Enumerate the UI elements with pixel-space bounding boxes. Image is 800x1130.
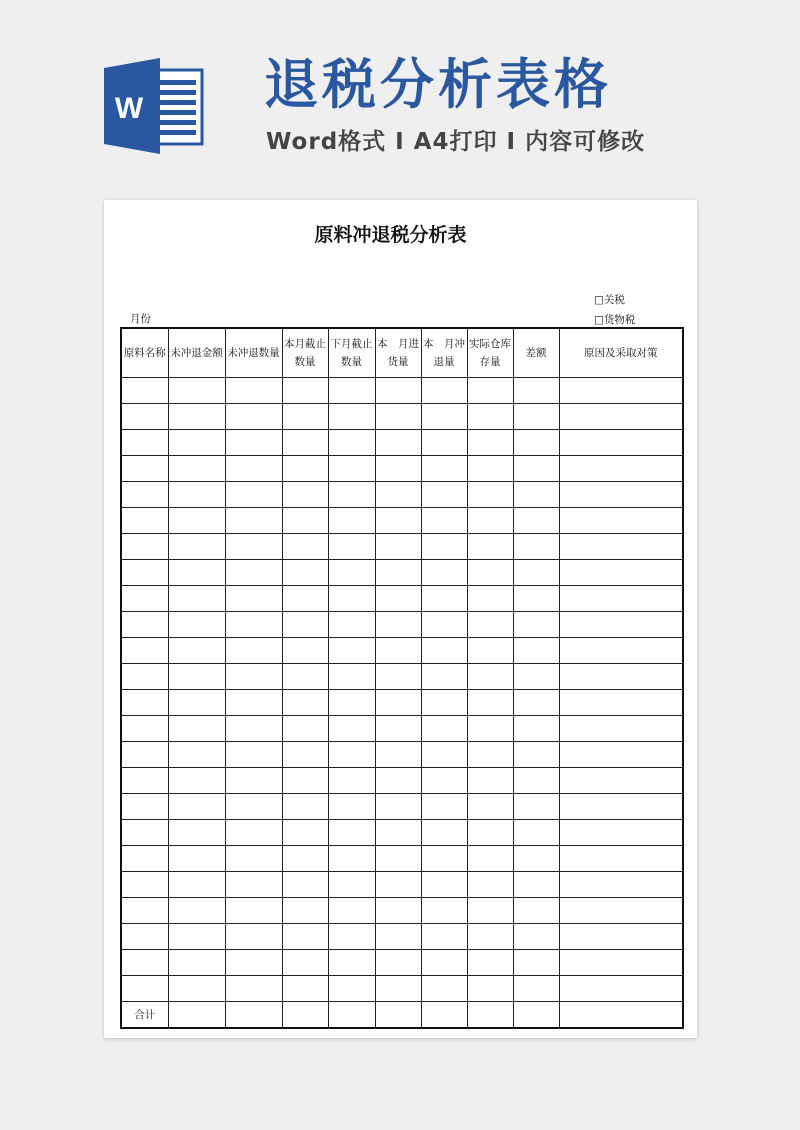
table-cell[interactable] xyxy=(421,560,467,586)
table-cell[interactable] xyxy=(168,924,225,950)
table-cell[interactable] xyxy=(225,742,282,768)
table-cell[interactable] xyxy=(328,456,375,482)
table-cell[interactable] xyxy=(559,664,683,690)
table-cell[interactable] xyxy=(421,404,467,430)
table-cell[interactable] xyxy=(559,1002,683,1029)
table-cell[interactable] xyxy=(282,586,328,612)
table-cell[interactable] xyxy=(467,664,513,690)
table-cell[interactable] xyxy=(421,794,467,820)
table-cell[interactable] xyxy=(282,1002,328,1029)
banner-title: 退税分析表格 xyxy=(264,53,612,116)
table-cell[interactable] xyxy=(328,534,375,560)
table-cell[interactable] xyxy=(225,482,282,508)
table-cell[interactable] xyxy=(513,508,559,534)
table-cell[interactable] xyxy=(421,924,467,950)
table-row xyxy=(121,612,683,638)
table-cell[interactable] xyxy=(375,742,421,768)
banner-subtitle: Word格式 I A4打印 I 内容可修改 xyxy=(266,129,646,155)
table-row xyxy=(121,560,683,586)
table-cell[interactable] xyxy=(168,950,225,976)
table-cell[interactable] xyxy=(168,794,225,820)
table-cell[interactable] xyxy=(559,976,683,1002)
table-cell[interactable] xyxy=(328,976,375,1002)
table-cell[interactable] xyxy=(513,482,559,508)
table-cell[interactable] xyxy=(421,820,467,846)
table-cell[interactable] xyxy=(421,716,467,742)
table-cell[interactable] xyxy=(328,612,375,638)
table-cell[interactable] xyxy=(225,924,282,950)
table-cell[interactable] xyxy=(513,404,559,430)
table-cell[interactable] xyxy=(121,664,168,690)
table-cell[interactable] xyxy=(467,378,513,404)
table-cell[interactable] xyxy=(328,378,375,404)
table-cell[interactable] xyxy=(328,742,375,768)
table-cell[interactable] xyxy=(168,404,225,430)
table-cell[interactable] xyxy=(559,404,683,430)
table-cell[interactable] xyxy=(328,846,375,872)
table-cell[interactable] xyxy=(282,898,328,924)
table-cell[interactable] xyxy=(121,534,168,560)
tax-option-customs[interactable]: □关税 xyxy=(594,294,625,306)
table-cell[interactable] xyxy=(121,430,168,456)
table-cell[interactable] xyxy=(559,924,683,950)
table-cell[interactable] xyxy=(225,534,282,560)
table-cell[interactable] xyxy=(121,404,168,430)
table-cell[interactable] xyxy=(421,508,467,534)
table-cell[interactable] xyxy=(559,794,683,820)
table-cell[interactable] xyxy=(282,768,328,794)
analysis-table xyxy=(120,327,684,1029)
table-cell[interactable] xyxy=(467,794,513,820)
table-row xyxy=(121,508,683,534)
table-cell[interactable] xyxy=(121,612,168,638)
table-cell[interactable] xyxy=(225,794,282,820)
table-cell[interactable] xyxy=(559,534,683,560)
total-label[interactable]: 合计 xyxy=(121,1002,168,1029)
table-row xyxy=(121,976,683,1002)
table-cell[interactable] xyxy=(121,716,168,742)
table-cell[interactable] xyxy=(168,820,225,846)
column-header: 实际仓库存量 xyxy=(467,328,513,378)
table-row xyxy=(121,534,683,560)
table-cell[interactable] xyxy=(559,846,683,872)
table-cell[interactable] xyxy=(121,794,168,820)
table-cell[interactable] xyxy=(559,872,683,898)
table-row xyxy=(121,742,683,768)
table-cell[interactable] xyxy=(421,638,467,664)
table-cell[interactable] xyxy=(513,950,559,976)
table-cell[interactable] xyxy=(225,404,282,430)
table-cell[interactable] xyxy=(328,898,375,924)
table-cell[interactable] xyxy=(375,1002,421,1029)
table-cell[interactable] xyxy=(559,560,683,586)
table-cell[interactable] xyxy=(225,508,282,534)
table-cell[interactable] xyxy=(559,612,683,638)
table-cell[interactable] xyxy=(168,586,225,612)
table-cell[interactable] xyxy=(467,1002,513,1029)
table-cell[interactable] xyxy=(513,716,559,742)
table-cell[interactable] xyxy=(421,950,467,976)
table-cell[interactable] xyxy=(282,430,328,456)
table-cell[interactable] xyxy=(282,976,328,1002)
table-row xyxy=(121,430,683,456)
table-cell[interactable] xyxy=(121,482,168,508)
table-cell[interactable] xyxy=(282,950,328,976)
table-cell[interactable] xyxy=(421,742,467,768)
table-cell[interactable] xyxy=(168,378,225,404)
table-cell[interactable] xyxy=(168,976,225,1002)
table-cell[interactable] xyxy=(168,898,225,924)
table-cell[interactable] xyxy=(559,508,683,534)
table-cell[interactable] xyxy=(559,586,683,612)
table-cell[interactable] xyxy=(225,872,282,898)
table-cell[interactable] xyxy=(282,690,328,716)
table-cell[interactable] xyxy=(121,950,168,976)
table-row xyxy=(121,456,683,482)
table-cell[interactable] xyxy=(559,378,683,404)
table-cell[interactable] xyxy=(282,794,328,820)
table-cell[interactable] xyxy=(375,716,421,742)
table-cell[interactable] xyxy=(421,586,467,612)
table-cell[interactable] xyxy=(559,430,683,456)
table-cell[interactable] xyxy=(559,742,683,768)
table-row xyxy=(121,898,683,924)
table-cell[interactable] xyxy=(121,586,168,612)
table-cell[interactable] xyxy=(168,690,225,716)
table-cell[interactable] xyxy=(421,664,467,690)
table-cell[interactable] xyxy=(168,872,225,898)
table-cell[interactable] xyxy=(328,586,375,612)
table-cell[interactable] xyxy=(168,456,225,482)
table-cell[interactable] xyxy=(282,378,328,404)
table-cell[interactable] xyxy=(559,768,683,794)
tax-option-goods[interactable]: □货物税 xyxy=(594,314,636,326)
table-cell[interactable] xyxy=(225,950,282,976)
table-cell[interactable] xyxy=(467,742,513,768)
table-cell[interactable] xyxy=(513,638,559,664)
table-cell[interactable] xyxy=(513,378,559,404)
document-page xyxy=(104,200,697,1038)
table-cell[interactable] xyxy=(375,560,421,586)
table-cell[interactable] xyxy=(467,976,513,1002)
column-header: 原料名称 xyxy=(121,328,168,378)
column-header: 本月截止数量 xyxy=(282,328,328,378)
table-cell[interactable] xyxy=(421,872,467,898)
table-cell[interactable] xyxy=(375,638,421,664)
table-row xyxy=(121,638,683,664)
table-cell[interactable] xyxy=(467,924,513,950)
table-cell[interactable] xyxy=(328,716,375,742)
column-header: 未冲退金额 xyxy=(168,328,225,378)
table-cell[interactable] xyxy=(121,924,168,950)
table-cell[interactable] xyxy=(168,508,225,534)
table-cell[interactable] xyxy=(467,612,513,638)
table-cell[interactable] xyxy=(121,898,168,924)
table-cell[interactable] xyxy=(328,430,375,456)
table-cell[interactable] xyxy=(375,924,421,950)
table-cell[interactable] xyxy=(328,508,375,534)
table-cell[interactable] xyxy=(328,560,375,586)
table-cell[interactable] xyxy=(121,508,168,534)
table-cell[interactable] xyxy=(328,924,375,950)
table-cell[interactable] xyxy=(421,768,467,794)
table-cell[interactable] xyxy=(225,976,282,1002)
table-cell[interactable] xyxy=(328,820,375,846)
table-cell[interactable] xyxy=(513,1002,559,1029)
month-label: 月份 xyxy=(130,313,151,325)
table-cell[interactable] xyxy=(168,742,225,768)
table-row xyxy=(121,378,683,404)
table-cell[interactable] xyxy=(225,820,282,846)
table-cell[interactable] xyxy=(513,456,559,482)
table-cell[interactable] xyxy=(328,482,375,508)
table-cell[interactable] xyxy=(282,560,328,586)
table-row xyxy=(121,794,683,820)
table-cell[interactable] xyxy=(513,846,559,872)
table-cell[interactable] xyxy=(375,664,421,690)
table-cell[interactable] xyxy=(121,976,168,1002)
table-cell[interactable] xyxy=(225,560,282,586)
table-cell[interactable] xyxy=(559,898,683,924)
table-cell[interactable] xyxy=(513,976,559,1002)
table-cell[interactable] xyxy=(421,378,467,404)
table-cell[interactable] xyxy=(467,482,513,508)
table-cell[interactable] xyxy=(467,508,513,534)
table-cell[interactable] xyxy=(375,482,421,508)
table-cell[interactable] xyxy=(421,612,467,638)
table-cell[interactable] xyxy=(328,794,375,820)
table-cell[interactable] xyxy=(282,846,328,872)
table-cell[interactable] xyxy=(513,742,559,768)
table-cell[interactable] xyxy=(328,664,375,690)
table-row xyxy=(121,716,683,742)
column-header: 本 月冲退量 xyxy=(421,328,467,378)
table-cell[interactable] xyxy=(421,976,467,1002)
table-row xyxy=(121,586,683,612)
table-cell[interactable] xyxy=(328,950,375,976)
table-cell[interactable] xyxy=(513,898,559,924)
table-cell[interactable] xyxy=(328,690,375,716)
table-cell[interactable] xyxy=(467,560,513,586)
table-cell[interactable] xyxy=(282,612,328,638)
table-cell[interactable] xyxy=(421,1002,467,1029)
table-cell[interactable] xyxy=(225,768,282,794)
table-cell[interactable] xyxy=(225,456,282,482)
table-row xyxy=(121,820,683,846)
table-cell[interactable] xyxy=(225,716,282,742)
table-cell[interactable] xyxy=(328,1002,375,1029)
table-cell[interactable] xyxy=(282,482,328,508)
table-cell[interactable] xyxy=(282,924,328,950)
table-cell[interactable] xyxy=(168,716,225,742)
table-cell[interactable] xyxy=(375,430,421,456)
table-cell[interactable] xyxy=(168,768,225,794)
table-cell[interactable] xyxy=(225,378,282,404)
table-cell[interactable] xyxy=(559,820,683,846)
table-cell[interactable] xyxy=(282,404,328,430)
table-cell[interactable] xyxy=(375,404,421,430)
table-cell[interactable] xyxy=(513,872,559,898)
table-cell[interactable] xyxy=(168,534,225,560)
table-cell[interactable] xyxy=(421,482,467,508)
table-cell[interactable] xyxy=(467,950,513,976)
table-cell[interactable] xyxy=(375,508,421,534)
table-cell[interactable] xyxy=(421,534,467,560)
table-cell[interactable] xyxy=(282,534,328,560)
column-header: 下月截止数量 xyxy=(328,328,375,378)
table-cell[interactable] xyxy=(513,924,559,950)
table-cell[interactable] xyxy=(467,716,513,742)
table-cell[interactable] xyxy=(282,742,328,768)
table-cell[interactable] xyxy=(513,534,559,560)
table-cell[interactable] xyxy=(421,898,467,924)
table-cell[interactable] xyxy=(375,820,421,846)
table-row xyxy=(121,690,683,716)
table-cell[interactable] xyxy=(121,456,168,482)
table-cell[interactable] xyxy=(375,586,421,612)
table-cell[interactable] xyxy=(121,846,168,872)
table-cell[interactable] xyxy=(467,768,513,794)
table-cell[interactable] xyxy=(375,456,421,482)
table-cell[interactable] xyxy=(121,690,168,716)
table-cell[interactable] xyxy=(328,872,375,898)
table-cell[interactable] xyxy=(467,534,513,560)
table-cell[interactable] xyxy=(513,768,559,794)
table-cell[interactable] xyxy=(375,976,421,1002)
table-cell[interactable] xyxy=(225,1002,282,1029)
table-cell[interactable] xyxy=(328,638,375,664)
table-cell[interactable] xyxy=(467,586,513,612)
table-cell[interactable] xyxy=(225,586,282,612)
document-title: 原料冲退税分析表 xyxy=(314,224,467,246)
word-logo-icon xyxy=(104,58,204,154)
table-cell[interactable] xyxy=(168,846,225,872)
table-cell[interactable] xyxy=(225,898,282,924)
table-cell[interactable] xyxy=(421,456,467,482)
table-cell[interactable] xyxy=(282,716,328,742)
table-cell[interactable] xyxy=(168,482,225,508)
table-cell[interactable] xyxy=(513,586,559,612)
table-cell[interactable] xyxy=(168,430,225,456)
table-cell[interactable] xyxy=(513,560,559,586)
table-cell[interactable] xyxy=(282,638,328,664)
table-cell[interactable] xyxy=(375,768,421,794)
total-row xyxy=(121,1002,683,1029)
table-row xyxy=(121,872,683,898)
column-header: 差额 xyxy=(513,328,559,378)
table-row xyxy=(121,482,683,508)
table-cell[interactable] xyxy=(225,846,282,872)
table-cell[interactable] xyxy=(513,794,559,820)
table-cell[interactable] xyxy=(282,456,328,482)
table-cell[interactable] xyxy=(282,664,328,690)
table-cell[interactable] xyxy=(121,560,168,586)
table-cell[interactable] xyxy=(559,638,683,664)
table-cell[interactable] xyxy=(421,690,467,716)
table-cell[interactable] xyxy=(375,794,421,820)
table-cell[interactable] xyxy=(375,872,421,898)
table-row xyxy=(121,404,683,430)
table-cell[interactable] xyxy=(559,690,683,716)
table-cell[interactable] xyxy=(559,456,683,482)
table-cell[interactable] xyxy=(225,638,282,664)
table-cell[interactable] xyxy=(375,846,421,872)
table-cell[interactable] xyxy=(467,456,513,482)
table-cell[interactable] xyxy=(375,898,421,924)
table-cell[interactable] xyxy=(559,950,683,976)
table-cell[interactable] xyxy=(559,716,683,742)
table-row xyxy=(121,768,683,794)
table-cell[interactable] xyxy=(421,846,467,872)
table-cell[interactable] xyxy=(121,872,168,898)
table-cell[interactable] xyxy=(513,690,559,716)
table-cell[interactable] xyxy=(467,846,513,872)
table-cell[interactable] xyxy=(467,898,513,924)
table-cell[interactable] xyxy=(328,768,375,794)
table-cell[interactable] xyxy=(467,638,513,664)
table-cell[interactable] xyxy=(121,638,168,664)
table-cell[interactable] xyxy=(559,482,683,508)
table-cell[interactable] xyxy=(282,872,328,898)
column-header: 未冲退数量 xyxy=(225,328,282,378)
table-cell[interactable] xyxy=(121,742,168,768)
table-cell[interactable] xyxy=(513,820,559,846)
table-cell[interactable] xyxy=(421,430,467,456)
table-cell[interactable] xyxy=(467,404,513,430)
table-cell[interactable] xyxy=(225,690,282,716)
table-cell[interactable] xyxy=(225,664,282,690)
table-row xyxy=(121,950,683,976)
table-cell[interactable] xyxy=(375,378,421,404)
table-cell[interactable] xyxy=(121,768,168,794)
column-header: 本 月进货量 xyxy=(375,328,421,378)
table-cell[interactable] xyxy=(513,664,559,690)
table-cell[interactable] xyxy=(513,612,559,638)
table-cell[interactable] xyxy=(375,534,421,560)
table-cell[interactable] xyxy=(467,690,513,716)
table-cell[interactable] xyxy=(121,378,168,404)
table-cell[interactable] xyxy=(225,612,282,638)
table-cell[interactable] xyxy=(375,690,421,716)
table-row xyxy=(121,846,683,872)
table-cell[interactable] xyxy=(328,404,375,430)
table-cell[interactable] xyxy=(375,612,421,638)
table-cell[interactable] xyxy=(225,430,282,456)
svg-text:W: W xyxy=(114,92,144,125)
table-row xyxy=(121,924,683,950)
table-row xyxy=(121,664,683,690)
table-cell[interactable] xyxy=(467,872,513,898)
table-cell[interactable] xyxy=(375,950,421,976)
table-cell[interactable] xyxy=(467,820,513,846)
table-cell[interactable] xyxy=(513,430,559,456)
column-header: 原因及采取对策 xyxy=(559,328,683,378)
table-cell[interactable] xyxy=(282,508,328,534)
table-cell[interactable] xyxy=(168,664,225,690)
table-cell[interactable] xyxy=(467,430,513,456)
table-cell[interactable] xyxy=(168,560,225,586)
table-cell[interactable] xyxy=(168,638,225,664)
table-cell[interactable] xyxy=(168,1002,225,1029)
table-cell[interactable] xyxy=(282,820,328,846)
table-cell[interactable] xyxy=(168,612,225,638)
table-cell[interactable] xyxy=(121,820,168,846)
